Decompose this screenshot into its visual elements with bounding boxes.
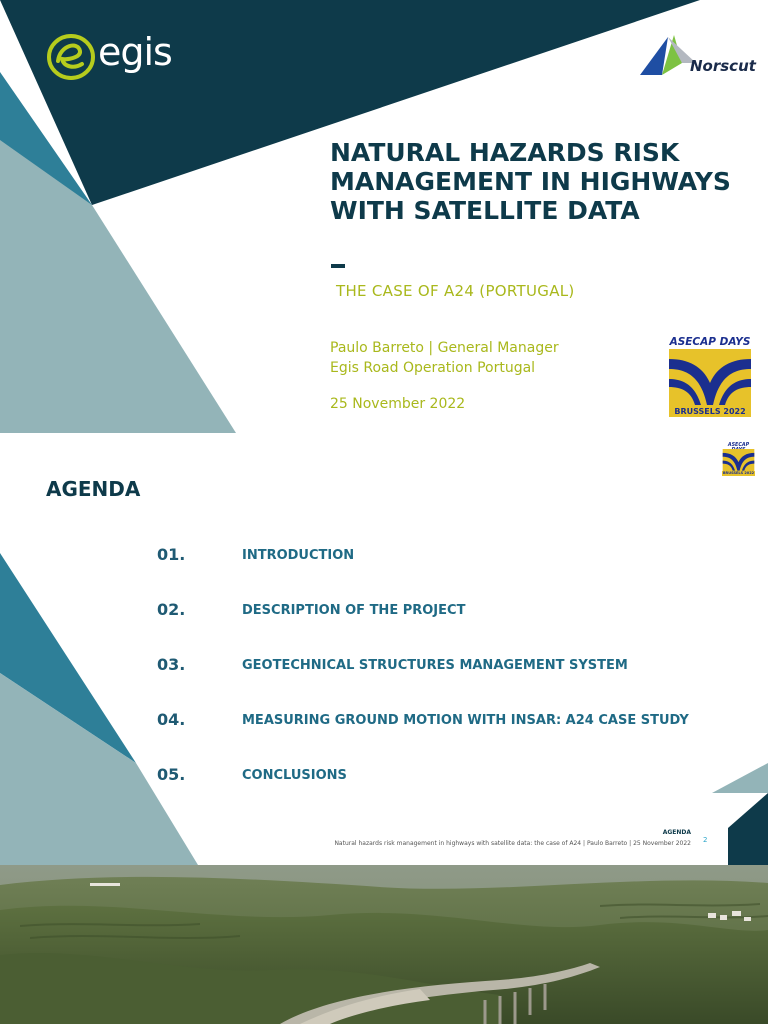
- agenda-item-conclusions: CONCLUSIONS: [242, 768, 347, 783]
- agenda-corner-navy-shape: [728, 793, 768, 865]
- organization-line: Egis Road Operation Portugal: [330, 360, 536, 376]
- egis-logo-icon: [44, 31, 100, 83]
- agenda-item-number: 04.: [157, 710, 186, 729]
- agenda-corner-sage-shape: [712, 763, 768, 793]
- asecap-days-logo-small: [722, 443, 755, 477]
- footer-caption: Natural hazards risk management in highways with satellite data: the case of A24 | Paulo Barreto | 25 November 2022: [334, 840, 691, 847]
- asecap-logo-city: BRUSSELS: [674, 407, 721, 416]
- agenda-slide: [0, 433, 768, 865]
- asecap-small-logo-year: 2022: [744, 471, 755, 475]
- norscut-logo-icon: [638, 33, 698, 77]
- page-number: 2: [703, 836, 708, 844]
- asecap-small-logo-title: ASECAP: [727, 443, 750, 448]
- asecap-small-logo-city: BRUSSELS: [722, 471, 744, 475]
- agenda-item-introduction: INTRODUCTION: [242, 548, 355, 563]
- highway-landscape-photo: [0, 865, 768, 1024]
- asecap-small-arch-icon: [722, 449, 755, 471]
- landscape-illustration: [0, 865, 768, 1024]
- title-divider: [331, 264, 345, 268]
- presentation-title: NATURAL HAZARDS RISK MANAGEMENT IN HIGHWAYS WITH SATELLITE DATA: [330, 138, 731, 225]
- author-block: [330, 338, 559, 378]
- presentation-subtitle: THE CASE OF A24 (PORTUGAL): [336, 282, 575, 300]
- agenda-item-number: 02.: [157, 600, 186, 619]
- agenda-item-project-description: DESCRIPTION OF THE PROJECT: [242, 603, 466, 618]
- agenda-item-number: 01.: [157, 545, 186, 564]
- asecap-arch-icon: [669, 349, 751, 406]
- agenda-item-number: 05.: [157, 765, 186, 784]
- asecap-logo-footer: [669, 406, 751, 417]
- footer-section-label: AGENDA: [662, 829, 691, 836]
- author-line: Paulo Barreto | General Manager: [330, 340, 559, 356]
- norscut-logo-text: Norscut: [690, 57, 756, 75]
- presentation-date: 25 November 2022: [330, 396, 466, 412]
- asecap-days-logo: [669, 336, 751, 418]
- agenda-item-number: 03.: [157, 655, 186, 674]
- asecap-logo-title: ASECAP DAYS: [669, 336, 751, 348]
- title-slide: [0, 0, 768, 433]
- agenda-item-geotechnical-system: GEOTECHNICAL STRUCTURES MANAGEMENT SYSTEM: [242, 658, 628, 673]
- agenda-heading: AGENDA: [46, 477, 141, 501]
- agenda-item-insar-case-study: MEASURING GROUND MOTION WITH INSAR: A24 CASE STUDY: [242, 713, 689, 728]
- asecap-small-logo-footer: [722, 471, 755, 476]
- egis-logo-text: egis: [98, 30, 172, 74]
- asecap-logo-year: 2022: [723, 407, 746, 416]
